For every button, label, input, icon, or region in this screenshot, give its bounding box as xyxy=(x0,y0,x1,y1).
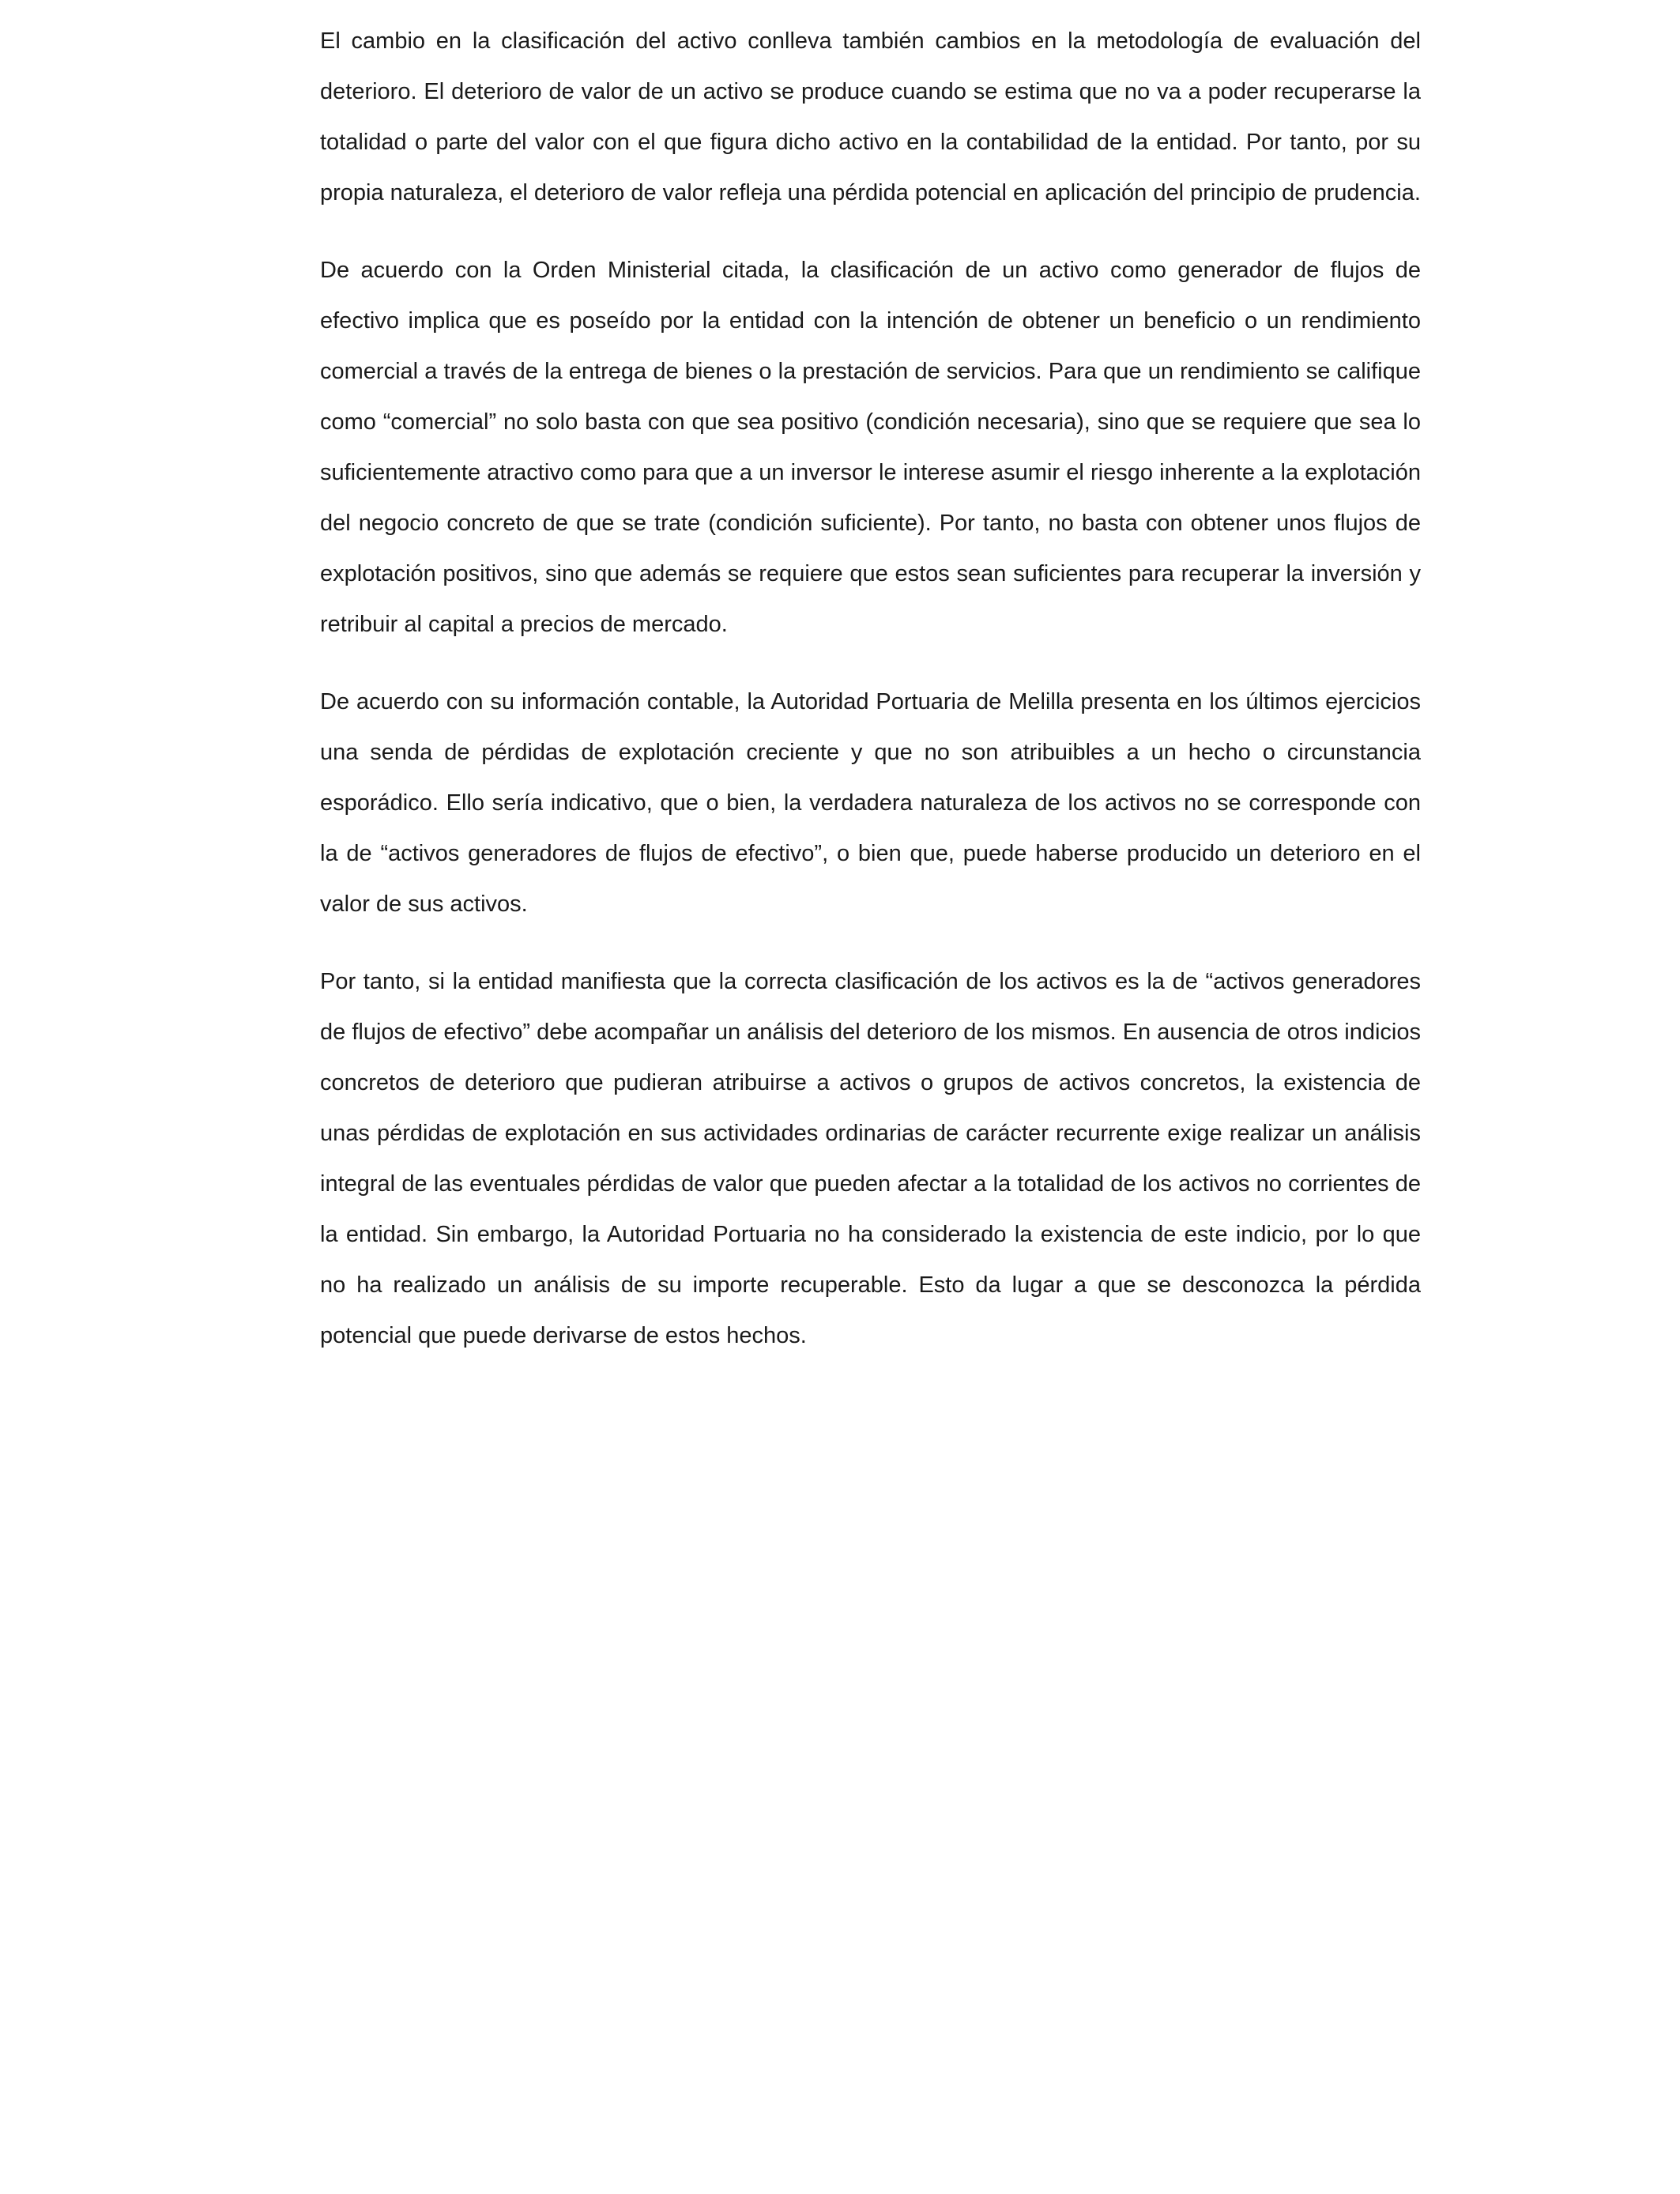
document-body xyxy=(320,16,1421,1388)
paragraph-3: De acuerdo con su información contable, la Autoridad Portuaria de Melilla presenta en los últimos ejercicios una senda de pérdidas de explotación creciente y que no son atribuibles a un hecho o circunstancia esporádico. Ello sería indicativo, que o bien, la verdadera naturaleza de los activos no se corresponde con la de “activos generadores de flujos de efectivo”, o bien que, puede haberse producido un deterioro en el valor de sus activos. xyxy=(320,689,1421,917)
paragraph-1: El cambio en la clasificación del activo conlleva también cambios en la metodología de evaluación del deterioro. El deterioro de valor de un activo se produce cuando se estima que no va a poder recuperarse la totalidad o parte del valor con el que figura dicho activo en la contabilidad de la entidad. Por tanto, por su propia naturaleza, el deterioro de valor refleja una pérdida potencial en aplicación del principio de prudencia. xyxy=(320,28,1421,205)
paragraph-4: Por tanto, si la entidad manifiesta que la correcta clasificación de los activos es la de “activos generadores de flujos de efectivo” debe acompañar un análisis del deterioro de los mismos. En ausencia de otros indicios concretos de deterioro que pudieran atribuirse a activos o grupos de activos concretos, la existencia de unas pérdidas de explotación en sus actividades ordinarias de carácter recurrente exige realizar un análisis integral de las eventuales pérdidas de valor que pueden afectar a la totalidad de los activos no corrientes de la entidad. Sin embargo, la Autoridad Portuaria no ha considerado la existencia de este indicio, por lo que no ha realizado un análisis de su importe recuperable. Esto da lugar a que se desconozca la pérdida potencial que puede derivarse de estos hechos. xyxy=(320,969,1421,1348)
paragraph-2: De acuerdo con la Orden Ministerial citada, la clasificación de un activo como generador de flujos de efectivo implica que es poseído por la entidad con la intención de obtener un beneficio o un rendimiento comercial a través de la entrega de bienes o la prestación de servicios. Para que un rendimiento se califique como “comercial” no solo basta con que sea positivo (condición necesaria), sino que se requiere que sea lo suficientemente atractivo como para que a un inversor le interese asumir el riesgo inherente a la explotación del negocio concreto de que se trate (condición suficiente). Por tanto, no basta con obtener unos flujos de explotación positivos, sino que además se requiere que estos sean suficientes para recuperar la inversión y retribuir al capital a precios de mercado. xyxy=(320,258,1421,637)
